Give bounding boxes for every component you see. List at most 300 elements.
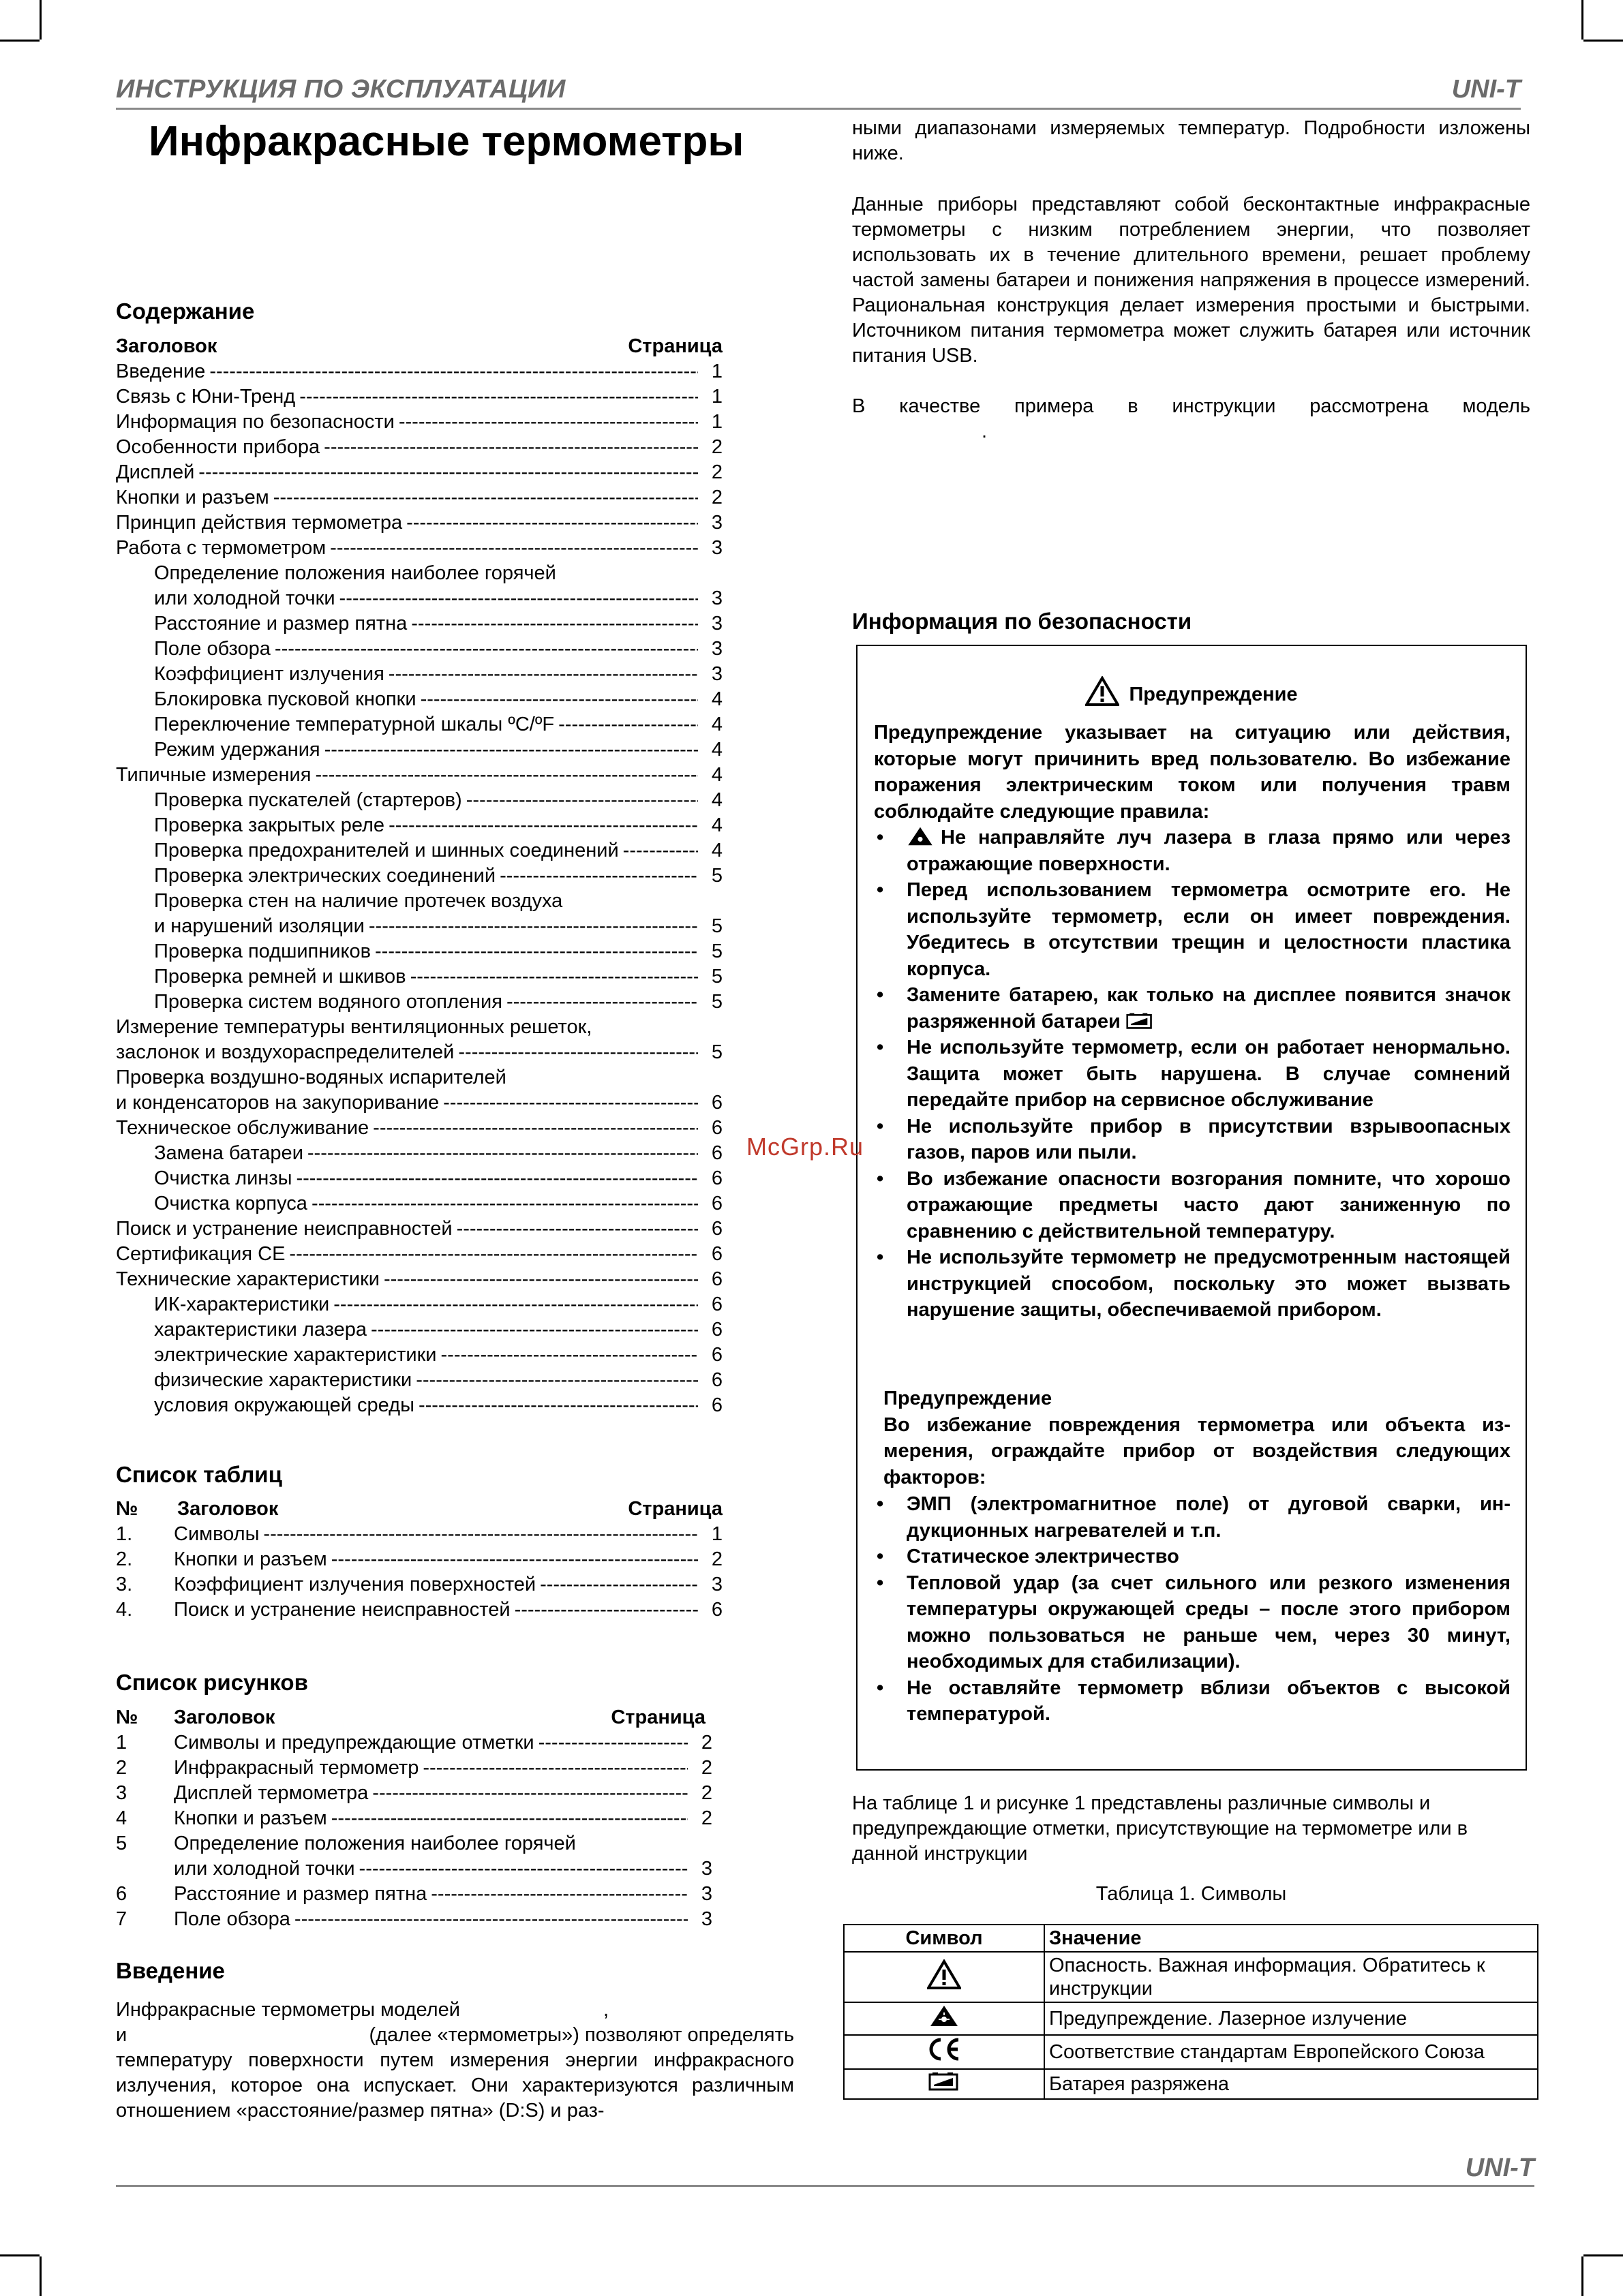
warning-title [858,676,1526,706]
list-item-title: Поле обзора [174,1908,290,1930]
contents-row-page: 4 [711,840,723,861]
table-row [844,2069,1538,2099]
contents-row-page: 6 [711,1319,723,1341]
contents-row [116,1117,723,1142]
intro-line-1-text: Инфракрасные термометры моделей [116,1999,460,2021]
contents-row [116,537,723,562]
list-item-leader [331,1807,688,1830]
warning-title-text: Предупреждение [1129,684,1298,705]
contents-row [116,714,723,739]
contents-row-leader [307,1142,698,1165]
list-item-page: 3 [701,1908,712,1930]
warning-item-text: Замените батарею, как только на дисплее появится значок разряженной батареи [907,984,1511,1032]
contents-row-title: Введение [116,361,206,382]
contents-row-page: 6 [711,1268,723,1290]
tables-list [116,1498,723,1624]
contents-row-leader [389,814,698,837]
contents-row-title: Замена батареи [154,1142,303,1164]
contents-row-page: 2 [711,436,723,458]
contents-row-leader [441,1344,699,1366]
contents-row-title: физические характеристики [154,1369,412,1391]
contents-row-leader [296,1167,698,1190]
contents-row-title: Проверка ремней и шкивов [154,966,406,988]
contents-row [116,814,723,840]
list-item [116,1807,712,1833]
figures-list [116,1706,712,1933]
caution-item [874,1675,1511,1728]
contents-row-leader [411,613,698,635]
caution-item-text: Не оставляйте термометр вблизи объектов с высокой температурой. [907,1677,1511,1725]
contents-row-title: Особенности прибора [116,436,320,458]
symbol-cell [844,2002,1044,2035]
contents-row-title: Поле обзора [154,638,271,660]
contents-row-leader [457,1218,698,1240]
contents-row [116,1319,723,1344]
battery-low-icon [1126,1011,1153,1030]
contents-row-leader [312,1193,698,1215]
tables-list-col-no: № [116,1498,138,1520]
table-row [844,1952,1538,2002]
safety-heading: Информация по безопасности [852,609,1192,634]
warning-item [874,877,1511,982]
contents-row-leader [275,638,698,660]
list-item-title: или холодной точки [174,1858,355,1880]
contents-row-title: условия окружающей среды [154,1394,414,1416]
contents-row-page: 3 [711,587,723,609]
figures-list-col-title: Заголовок [174,1706,275,1728]
contents-row-title: Дисплей [116,461,195,483]
right-paragraph-3 [852,394,1530,444]
contents-row [116,789,723,814]
contents-row-leader [315,764,698,786]
page-title: Инфракрасные термометры [149,118,744,165]
contents-row-page: 6 [711,1394,723,1416]
contents-row-leader [558,714,698,736]
warning-item [874,982,1511,1035]
contents-row [116,688,723,714]
list-item-leader [431,1883,688,1905]
list-item [116,1782,712,1807]
contents-row-page: 5 [711,1041,723,1063]
contents-row-title: Техническое обслуживание [116,1117,369,1139]
contents-row [116,1243,723,1268]
contents-row-title: электрические характеристики [154,1344,437,1366]
contents-row-page: 3 [711,663,723,685]
right-paragraph-1: ными диапазонами измеряемых температур. Подробности изложены ниже. [852,117,1530,164]
list-item-leader [423,1757,688,1779]
contents-row-page: 5 [711,865,723,887]
contents-row [116,663,723,688]
contents-row-title: Поиск и устранение неисправностей [116,1218,453,1240]
contents-row-leader [324,436,698,459]
contents-row-page: 4 [711,789,723,811]
contents-row-title: Режим удержания [154,739,320,761]
contents-row [116,1268,723,1294]
intro-line-2-start: и [116,2024,127,2046]
contents-header-row [116,335,723,361]
contents-row [116,436,723,461]
contents-row-title: Проверка стен на наличие протечек воздуха [154,890,563,912]
contents-row [116,361,723,386]
contents-row [116,865,723,890]
contents-row [116,562,723,587]
crop-mark [0,40,40,42]
contents-row-leader [198,461,698,484]
right-paragraph-3-end: . [982,420,988,442]
warning-item [874,1035,1511,1114]
contents-row-page: 5 [711,915,723,937]
figures-list-header-row [116,1706,712,1732]
list-item-leader [540,1574,698,1596]
meaning-cell: Предупреждение. Лазерное излучение [1044,2002,1538,2035]
warning-item-text: Во избежание опасности возгорания помните, что хорошо отражающие предметы часто дают заниженную по сравнению с действительной температуру. [907,1167,1511,1242]
contents-row-leader [419,1394,698,1417]
contents-row-page: 4 [711,739,723,761]
list-item-number: 5 [116,1833,127,1854]
contents-row [116,512,723,537]
contents-row-leader [416,1369,698,1392]
contents-row-page: 1 [711,361,723,382]
list-item-page: 2 [701,1757,712,1779]
symbols-table [843,1924,1538,2100]
running-header-title: ИНСТРУКЦИЯ ПО ЭКСПЛУАТАЦИИ [116,75,566,104]
figures-list-col-no: № [116,1706,138,1728]
contents-row-page: 3 [711,512,723,534]
contents-row [116,991,723,1016]
contents-row-page: 6 [711,1294,723,1315]
danger-triangle-icon [927,1959,961,1989]
contents-row-page: 4 [711,688,723,710]
watermark-text: McGrp.Ru [746,1133,864,1161]
contents-row-page: 5 [711,991,723,1013]
contents-row-title: и нарушений изоляции [154,915,365,937]
contents-row-leader [289,1243,698,1266]
contents-row-leader [373,1117,698,1139]
tables-list-col-title: Заголовок [177,1498,279,1520]
running-header-brand: UNI-T [1451,75,1521,104]
contents-row-page: 6 [711,1167,723,1189]
list-item-title: Кнопки и разъем [174,1548,327,1570]
list-item-number: 4. [116,1599,133,1621]
contents-row [116,1041,723,1067]
list-item [116,1548,723,1574]
list-item-title: Определение положения наиболее горячей [174,1833,576,1854]
footer-brand: UNI-T [1465,2154,1534,2182]
warning-intro: Предупреждение указывает на ситуацию или действия, которые могут причинить вред пользователю. Во избежание поражения электрическим током или получения травм соблюдайте следующие правила: [874,722,1511,823]
contents-row [116,461,723,487]
contents-row [116,638,723,663]
contents-row-title: характеристики лазера [154,1319,367,1341]
contents-row-leader [406,512,698,534]
list-item-leader [359,1858,688,1880]
contents-row [116,915,723,940]
contents-col-page: Страница [628,335,723,357]
contents-row-leader [466,789,698,812]
contents-row-page: 2 [711,487,723,508]
intro-heading: Введение [116,1958,225,1983]
contents-row-page: 6 [711,1369,723,1391]
contents-row-leader [384,1268,698,1291]
crop-mark [40,0,42,40]
contents-row-page: 5 [711,966,723,988]
contents-row-page: 1 [711,386,723,408]
list-item-page: 6 [711,1599,723,1621]
list-item-page: 2 [701,1807,712,1829]
contents-row-title: Проверка систем водяного отопления [154,991,502,1013]
list-item-title: Дисплей термометра [174,1782,369,1804]
contents-row-title: Проверка пускателей (стартеров) [154,789,462,811]
list-item-leader [515,1599,698,1621]
contents-row-title: Сертификация CE [116,1243,286,1265]
contents-row [116,1218,723,1243]
intro-line-1 [116,1997,794,2023]
contents-row-title: Технические характеристики [116,1268,380,1290]
warning-item [874,1244,1511,1323]
contents-row-leader [339,587,698,610]
warning-item [874,1166,1511,1245]
contents-row-title: Принцип действия термометра [116,512,403,534]
meaning-cell: Опасность. Важная информация. Обратитесь к инструкции [1044,1952,1538,2002]
tables-list-heading: Список таблиц [116,1462,282,1487]
contents-row [116,587,723,613]
contents-row-page: 6 [711,1218,723,1240]
contents-row-page: 1 [711,411,723,433]
contents-row [116,1092,723,1117]
intro-line-2-text: (далее «термометры») позволяют определять [369,2024,794,2046]
contents-row-leader [330,537,698,560]
list-item-leader [539,1732,688,1754]
list-item [116,1757,712,1782]
symbols-col-meaning: Значение [1044,1925,1538,1952]
contents-row-page: 4 [711,814,723,836]
crop-mark [1581,0,1583,40]
contents-row-leader [273,487,698,509]
caution-item [874,1544,1511,1570]
contents-row-page: 6 [711,1243,723,1265]
list-item-title: Символы и предупреждающие отметки [174,1732,534,1754]
contents-row-page: 6 [711,1092,723,1114]
list-item-leader [331,1548,698,1571]
contents-row-leader [371,1319,698,1341]
contents-row [116,1394,723,1420]
contents-row-title: Информация по безопасности [116,411,395,433]
list-item-page: 2 [701,1732,712,1754]
list-item [116,1908,712,1933]
crop-mark [1583,40,1623,42]
list-item-title: Расстояние и размер пятна [174,1883,427,1905]
contents-row-leader [369,915,698,938]
warning-item-text: Не направляйте луч лазера в глаза прямо или через отражающие поверхности. [907,827,1511,875]
figures-list-heading: Список рисунков [116,1670,308,1695]
contents-row-page: 6 [711,1344,723,1366]
list-item-number: 3. [116,1574,133,1595]
list-item-number: 3 [116,1782,127,1804]
contents-row-title: Проверка предохранителей и шинных соединений [154,840,619,861]
contents-row-leader [500,865,698,887]
contents-row-leader [389,663,698,686]
ce-mark-icon [926,2037,962,2062]
intro-line-rest: температуру поверхности путем измерения энергии инфракрасного излучения, которое она испускает. Они характеризуются различным отношением «расстояние/размер пятна» (D:S) и раз- [116,2049,794,2122]
list-item-number: 7 [116,1908,127,1930]
contents-row-leader [375,940,698,963]
contents-row [116,1369,723,1394]
list-item-page: 3 [711,1574,723,1595]
list-item-leader [263,1523,698,1546]
contents-row [116,1344,723,1369]
list-item-page: 3 [701,1883,712,1905]
list-item [116,1523,723,1548]
warning-item-text: Не используйте прибор в присутствии взрывоопасных газов, паров или пыли. [907,1115,1511,1163]
contents-row-page: 6 [711,1117,723,1139]
symbols-table-header [844,1925,1538,1952]
list-item [116,1732,712,1757]
contents-row [116,1167,723,1193]
contents-row-title: Очистка корпуса [154,1193,307,1214]
contents-row-page: 4 [711,764,723,786]
caution-list [874,1491,1511,1728]
contents-row [116,411,723,436]
list-item [116,1599,723,1624]
right-paragraph-2: Данные приборы представляют собой бесконтактные инфракрасные термометры с низким потреблением энергии, что позволяет использовать их в течение длительного времени, решает проблему частой замены батареи и понижения напряжения в процессе измерений. Рациональная конструкция делает измерения простыми и быстрыми. Источником питания термометра может служить батарея или источник питания USB. [852,194,1530,367]
contents-row-page: 4 [711,714,723,735]
contents-row-title: Переключение температурной шкалы ºC/ºF [154,714,555,735]
contents-row [116,487,723,512]
contents-row [116,1142,723,1167]
contents-row-leader [421,688,698,711]
contents-row-leader [333,1294,698,1316]
caution-item-text: Тепловой удар (за счет сильного или резкого изменения температуры окружающей среды – после этого прибором можно пользоваться не раньше чем, через 30 минут, необходимых для стабилизации). [907,1572,1511,1672]
intro-line-1-end: , [603,1999,609,2021]
contents-row-title: Проверка воздушно-водяных испарителей [116,1067,506,1088]
laser-warning-icon [907,826,934,846]
list-item [116,1833,712,1858]
list-item-leader [294,1908,688,1931]
contents-row-title: ИК-характеристики [154,1294,330,1315]
contents-row [116,940,723,966]
contents-row-title: Измерение температуры вентиляционных решеток, [116,1016,592,1038]
caution-content [883,1386,1511,1490]
symbol-cell [844,2069,1044,2099]
contents-row-title: Определение положения наиболее горячей [154,562,556,584]
caution-item [874,1491,1511,1544]
contents-row-title: Работа с термометром [116,537,327,559]
tables-list-header-row [116,1498,723,1523]
header-rule [116,108,1521,110]
contents-row-page: 2 [711,461,723,483]
contents-row-page: 3 [711,638,723,660]
contents-row [116,613,723,638]
warning-content [874,720,1511,1323]
contents-row [116,1016,723,1041]
contents-row-leader [399,411,698,433]
list-item-title: Кнопки и разъем [174,1807,327,1829]
list-item-number: 6 [116,1883,127,1905]
list-item [116,1574,723,1599]
contents-row-page: 3 [711,613,723,634]
contents-heading: Содержание [116,299,255,324]
meaning-cell: Соответствие стандартам Европейского Союза [1044,2035,1538,2069]
contents-row [116,1294,723,1319]
contents-row-title: Проверка электрических соединений [154,865,496,887]
list-item-number: 1. [116,1523,133,1545]
contents-row [116,1193,723,1218]
figures-list-col-page: Страница [611,1706,706,1728]
contents-row-title: заслонок и воздухораспределителей [116,1041,455,1063]
crop-mark [40,2256,42,2296]
contents-row-leader [458,1041,698,1064]
contents-row-page: 5 [711,940,723,962]
table-row [844,2002,1538,2035]
laser-warning-icon [929,2004,959,2027]
symbol-cell [844,2035,1044,2069]
safety-warning-box [856,645,1527,1771]
caution-item-text: ЭМП (электромагнитное поле) от дуговой сварки, индукционных нагревателей и т.п. [907,1493,1511,1542]
crop-mark [1583,2254,1623,2256]
warning-item-text: Не используйте термометр, если он работает ненормально. Защита может быть нарушена. В случае сомнений передайте прибор на сервисное обслуживание [907,1037,1511,1111]
battery-low-icon [928,2071,960,2092]
contents-row-page: 6 [711,1142,723,1164]
contents-row [116,966,723,991]
intro-line-2 [116,2023,794,2048]
footer-rule [116,2185,1534,2187]
list-item [116,1858,712,1883]
warning-item-text: Не используйте термометр не предусмотренным настоящей инструкцией способом, поскольку это может вызвать нарушение защиты, обеспечиваемой прибором. [907,1246,1511,1321]
contents-row [116,1067,723,1092]
table-caption: Таблица 1. Символы [1095,1883,1287,1905]
meaning-cell: Батарея разряжена [1044,2069,1538,2099]
contents-row-leader [506,991,698,1013]
list-item [116,1883,712,1908]
contents-row-page: 6 [711,1193,723,1214]
contents-row-title: Очистка линзы [154,1167,292,1189]
contents-row [116,890,723,915]
list-item-number: 4 [116,1807,127,1829]
contents-row-leader [324,739,698,761]
list-item-title: Коэффициент излучения поверхностей [174,1574,536,1595]
caution-item [874,1570,1511,1675]
symbols-col-symbol: Символ [844,1925,1044,1952]
contents-row-title: или холодной точки [154,587,335,609]
list-item-page: 2 [701,1782,712,1804]
table-row [844,2035,1538,2069]
contents-row [116,386,723,411]
contents-row-leader [443,1092,698,1114]
warning-item [874,1114,1511,1166]
contents-row [116,739,723,764]
contents-row-title: Типичные измерения [116,764,312,786]
contents-row-title: и конденсаторов на закупоривание [116,1092,440,1114]
contents-row-title: Кнопки и разъем [116,487,269,508]
contents-row-leader [299,386,698,408]
contents-row-title: Связь с Юни-Тренд [116,386,296,408]
list-item-title: Символы [174,1523,260,1545]
list-item-number: 2. [116,1548,133,1570]
contents-row-title: Проверка подшипников [154,940,371,962]
tables-list-col-page: Страница [628,1498,723,1520]
contents-row-leader [410,966,698,988]
symbol-cell [844,1952,1044,2002]
contents-row-page: 3 [711,537,723,559]
list-item-title: Инфракрасный термометр [174,1757,419,1779]
contents-row-title: Коэффициент излучения [154,663,384,685]
caution-item-text: Статическое электричество [907,1546,1179,1567]
caution-title: Предупреждение [883,1388,1052,1409]
contents-row [116,764,723,789]
crop-mark [1581,2256,1583,2296]
contents-list [116,335,723,1420]
warning-item-text: Перед использованием термометра осмотрите его. Не используйте термометр, если он имеет повреждения. Убедитесь в отсутствии трещин и целостности пластика корпуса. [907,879,1511,980]
list-item-page: 3 [701,1858,712,1880]
